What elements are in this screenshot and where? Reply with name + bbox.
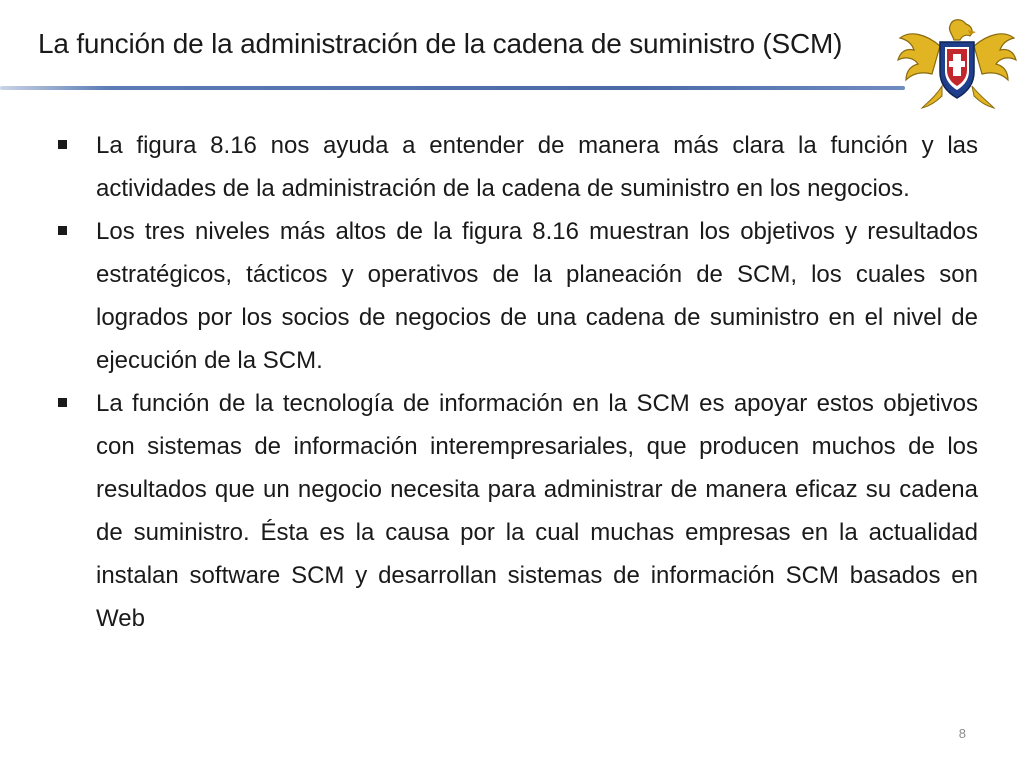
- page-number: 8: [958, 726, 966, 741]
- bullet-text: La función de la tecnología de información en la SCM es apoyar estos objetivos con sistemas de información interempresariales, que producen muchos de los resultados que un negocio necesita para administrar de manera eficaz su cadena de suministro. Ésta es la causa por la cual muchas empresas en la actualidad instalan software SCM y desarrollan sistemas de información SCM basados en Web: [96, 390, 978, 632]
- bullet-item: [58, 382, 978, 640]
- square-bullet-icon: [58, 140, 67, 149]
- bullet-list: [58, 124, 978, 640]
- title-underline: [0, 86, 905, 90]
- bullet-item: [58, 124, 978, 210]
- griffin-crest-icon: [896, 16, 1018, 114]
- square-bullet-icon: [58, 226, 67, 235]
- bullet-item: [58, 210, 978, 382]
- slide-title: La función de la administración de la cadena de suministro (SCM): [38, 28, 843, 59]
- bullet-text: La figura 8.16 nos ayuda a entender de manera más clara la función y las actividades de la administración de la cadena de suministro en los negocios.: [96, 132, 978, 202]
- bullet-text: Los tres niveles más altos de la figura 8.16 muestran los objetivos y resultados estratégicos, tácticos y operativos de la planeación de SCM, los cuales son logrados por los socios de negocios de una cadena de suministro en el nivel de ejecución de la SCM.: [96, 218, 978, 374]
- square-bullet-icon: [58, 398, 67, 407]
